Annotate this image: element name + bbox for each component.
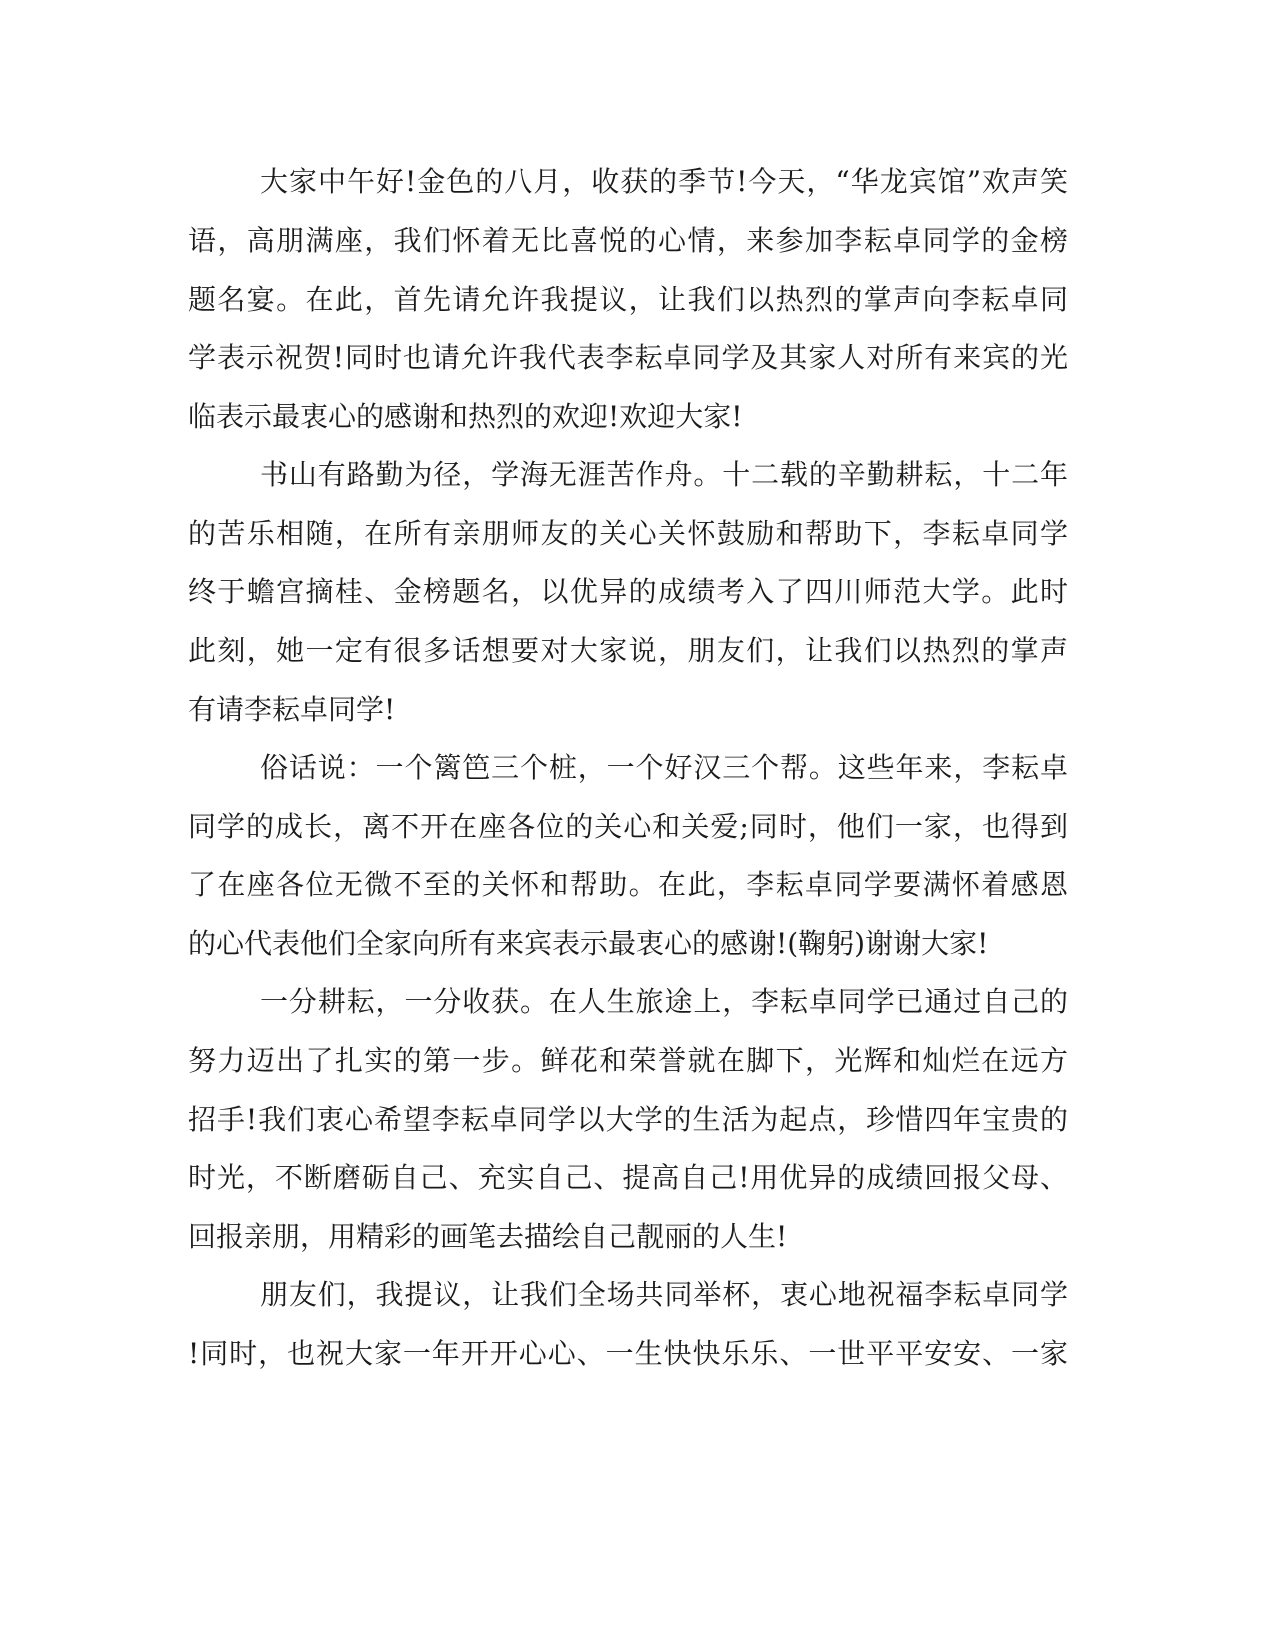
paragraph-5-line-1: 朋友们，我提议，让我们全场共同举杯，衷心地祝福李耘卓同学 [260, 1278, 1068, 1311]
paragraph-1-line-2: 语，高朋满座，我们怀着无比喜悦的心情，来参加李耘卓同学的金榜 [188, 224, 1068, 257]
paragraph-2-line-2: 的苦乐相随，在所有亲朋师友的关心关怀鼓励和帮助下，李耘卓同学 [188, 517, 1068, 550]
paragraph-3-line-3: 了在座各位无微不至的关怀和帮助。在此，李耘卓同学要满怀着感恩 [188, 868, 1068, 901]
paragraph-4-line-2: 努力迈出了扎实的第一步。鲜花和荣誉就在脚下，光辉和灿烂在远方 [188, 1044, 1068, 1077]
paragraph-4-line-3: 招手!我们衷心希望李耘卓同学以大学的生活为起点，珍惜四年宝贵的 [188, 1103, 1068, 1136]
paragraph-2-line-1: 书山有路勤为径，学海无涯苦作舟。十二载的辛勤耕耘，十二年 [260, 458, 1068, 491]
paragraph-5-line-2: !同时，也祝大家一年开开心心、一生快快乐乐、一世平平安安、一家 [188, 1337, 1068, 1370]
paragraph-3-line-4: 的心代表他们全家向所有来宾表示最衷心的感谢!(鞠躬)谢谢大家! [188, 927, 989, 960]
paragraph-4-line-5: 回报亲朋，用精彩的画笔去描绘自己靓丽的人生! [188, 1220, 788, 1253]
paragraph-1-line-5: 临表示最衷心的感谢和热烈的欢迎!欢迎大家! [188, 400, 743, 433]
paragraph-2-line-4: 此刻，她一定有很多话想要对大家说，朋友们，让我们以热烈的掌声 [188, 634, 1068, 667]
paragraph-2-line-3: 终于蟾宫摘桂、金榜题名，以优异的成绩考入了四川师范大学。此时 [188, 575, 1068, 608]
paragraph-1-line-1: 大家中午好!金色的八月，收获的季节!今天，“华龙宾馆”欢声笑 [260, 165, 1068, 198]
paragraph-1-line-4: 学表示祝贺!同时也请允许我代表李耘卓同学及其家人对所有来宾的光 [188, 341, 1068, 374]
paragraph-1-line-3: 题名宴。在此，首先请允许我提议，让我们以热烈的掌声向李耘卓同 [188, 283, 1068, 316]
paragraph-3-line-1: 俗话说：一个篱笆三个桩，一个好汉三个帮。这些年来，李耘卓 [260, 751, 1068, 784]
paragraph-2-line-5: 有请李耘卓同学! [188, 693, 396, 726]
paragraph-3-line-2: 同学的成长，离不开在座各位的关心和关爱;同时，他们一家，也得到 [188, 810, 1068, 843]
paragraph-4-line-1: 一分耕耘，一分收获。在人生旅途上，李耘卓同学已通过自己的 [260, 985, 1068, 1018]
paragraph-4-line-4: 时光，不断磨砺自己、充实自己、提高自己!用优异的成绩回报父母、 [188, 1161, 1068, 1194]
